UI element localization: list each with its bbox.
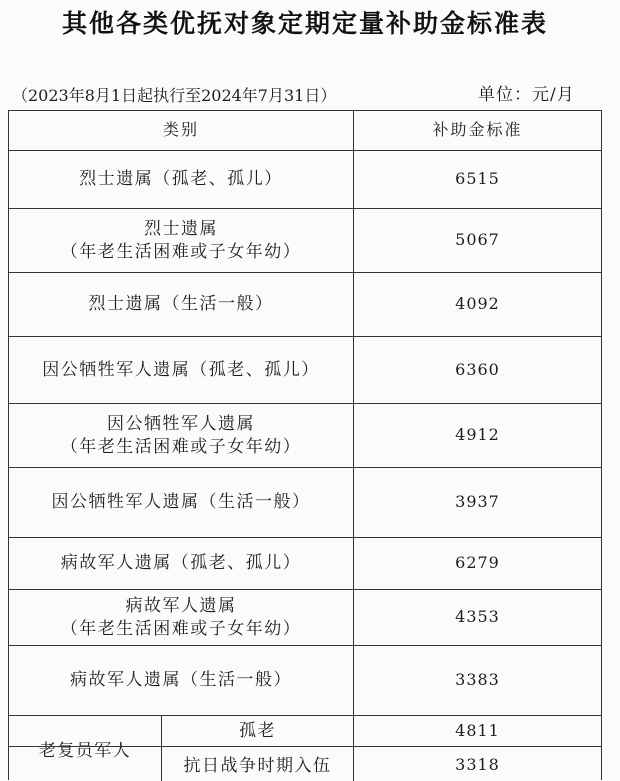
amount-cell: 4353 <box>455 607 500 627</box>
table-row <box>9 716 601 747</box>
amount-cell: 6360 <box>455 359 500 379</box>
category-cell: 病故军人遗属（孤老、孤儿） <box>9 538 354 589</box>
subcategory-cell: 抗日战争时期入伍 <box>162 747 354 781</box>
table-row <box>9 273 601 337</box>
table-row <box>9 468 601 538</box>
table-row <box>9 590 601 646</box>
table-header-row <box>9 111 601 151</box>
effective-period: （2023年8月1日起执行至2024年7月31日） <box>12 86 337 105</box>
category-cell: 烈士遗属（生活一般） <box>9 273 354 336</box>
category-line1: 烈士遗属 <box>144 219 218 240</box>
page-title: 其他各类优抚对象定期定量补助金标准表 <box>61 9 548 38</box>
table-row <box>9 337 601 404</box>
category-cell: 病故军人遗属（生活一般） <box>9 646 354 715</box>
category-line2: （年老生活困难或子女年幼） <box>60 436 302 457</box>
amount-cell: 4092 <box>455 294 500 314</box>
amount-cell: 5067 <box>455 230 500 250</box>
category-cell: 因公牺牲军人遗属（孤老、孤儿） <box>9 337 354 403</box>
table-row <box>9 209 601 273</box>
group-label-veterans: 老复员军人 <box>9 716 162 781</box>
category-line1: 病故军人遗属 <box>125 596 237 617</box>
amount-cell: 3937 <box>455 492 500 512</box>
unit-label: 单位：元/月 <box>478 85 575 105</box>
table-row <box>9 538 601 590</box>
category-line2: （年老生活困难或子女年幼） <box>60 618 302 639</box>
category-cell <box>9 404 354 467</box>
amount-cell: 4912 <box>455 425 500 445</box>
amount-cell: 4811 <box>455 720 500 740</box>
category-line2: （年老生活困难或子女年幼） <box>60 241 302 262</box>
header-category: 类别 <box>9 111 354 150</box>
category-cell <box>9 209 354 272</box>
table-row <box>9 747 601 781</box>
category-cell <box>9 590 354 645</box>
category-cell: 因公牺牲军人遗属（生活一般） <box>9 468 354 537</box>
subcategory-cell: 孤老 <box>162 716 354 746</box>
amount-cell: 3318 <box>455 755 500 774</box>
table-row <box>9 151 601 209</box>
subsidy-table <box>8 110 602 780</box>
amount-cell: 6279 <box>455 553 500 573</box>
header-amount: 补助金标准 <box>432 120 523 140</box>
category-line1: 因公牺牲军人遗属 <box>107 414 255 435</box>
table-row <box>9 404 601 468</box>
table-row <box>9 646 601 716</box>
category-cell: 烈士遗属（孤老、孤儿） <box>9 151 354 208</box>
amount-cell: 3383 <box>455 670 500 690</box>
amount-cell: 6515 <box>455 169 500 189</box>
